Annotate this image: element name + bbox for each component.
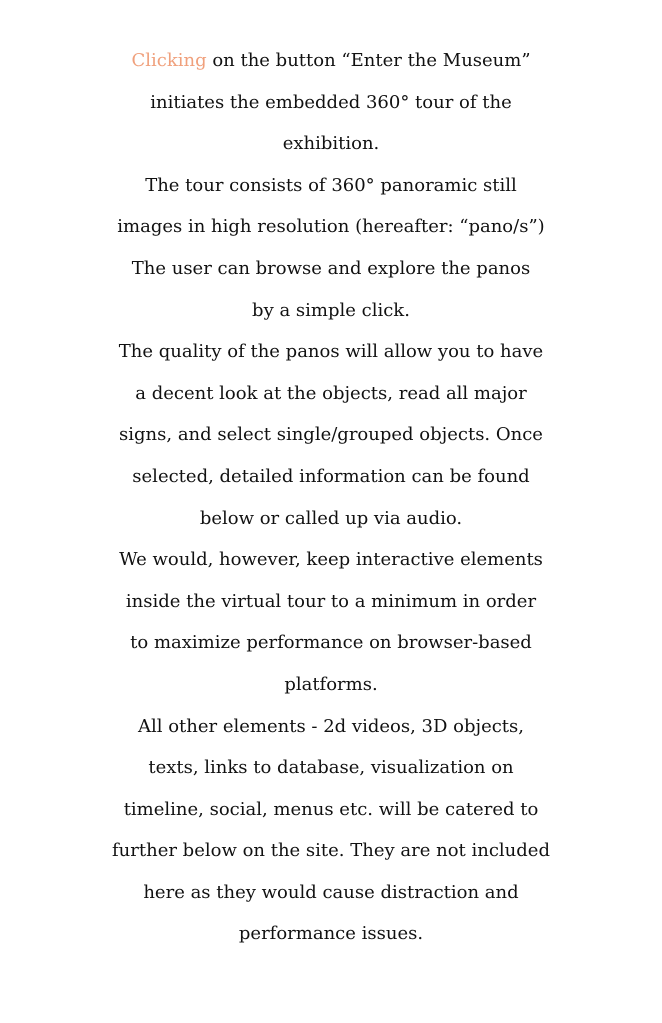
text-line: The tour consists of 360° panoramic still (145, 174, 517, 196)
text-line: by a simple click. (252, 299, 410, 321)
text-line: timeline, social, menus etc. will be catered to (123, 798, 539, 820)
text-line: images in high resolution (hereafter: “pano/s”) (117, 216, 545, 238)
text-line: initiates the embedded 360° tour of the (150, 91, 512, 113)
text-line-intro (0, 40, 662, 82)
text-line: The quality of the panos will allow you to have (118, 341, 544, 363)
text-line: exhibition. (282, 133, 380, 155)
text-line: The user can browse and explore the panos (131, 257, 531, 279)
text-line: a decent look at the objects, read all major (135, 382, 527, 404)
text-line: performance issues. (238, 923, 424, 945)
text-line: inside the virtual tour to a minimum in order (125, 590, 537, 612)
text-line: We would, however, keep interactive elements (119, 549, 543, 571)
text-line: below or called up via audio. (199, 507, 463, 529)
text-line: All other elements - 2d videos, 3D objects, (137, 715, 525, 737)
clicking-highlight: Clicking (131, 50, 207, 71)
text-line: further below on the site. They are not included (112, 840, 550, 862)
text-line: here as they would cause distraction and (143, 881, 519, 903)
text-line: texts, links to database, visualization on (148, 757, 514, 779)
text-line: selected, detailed information can be found (132, 465, 530, 487)
text-line: to maximize performance on browser-based (130, 632, 532, 654)
text-line: signs, and select single/grouped objects. Once (119, 424, 543, 446)
intro-rest: on the button “Enter the Museum” (206, 50, 531, 71)
text-line: platforms. (284, 673, 378, 695)
